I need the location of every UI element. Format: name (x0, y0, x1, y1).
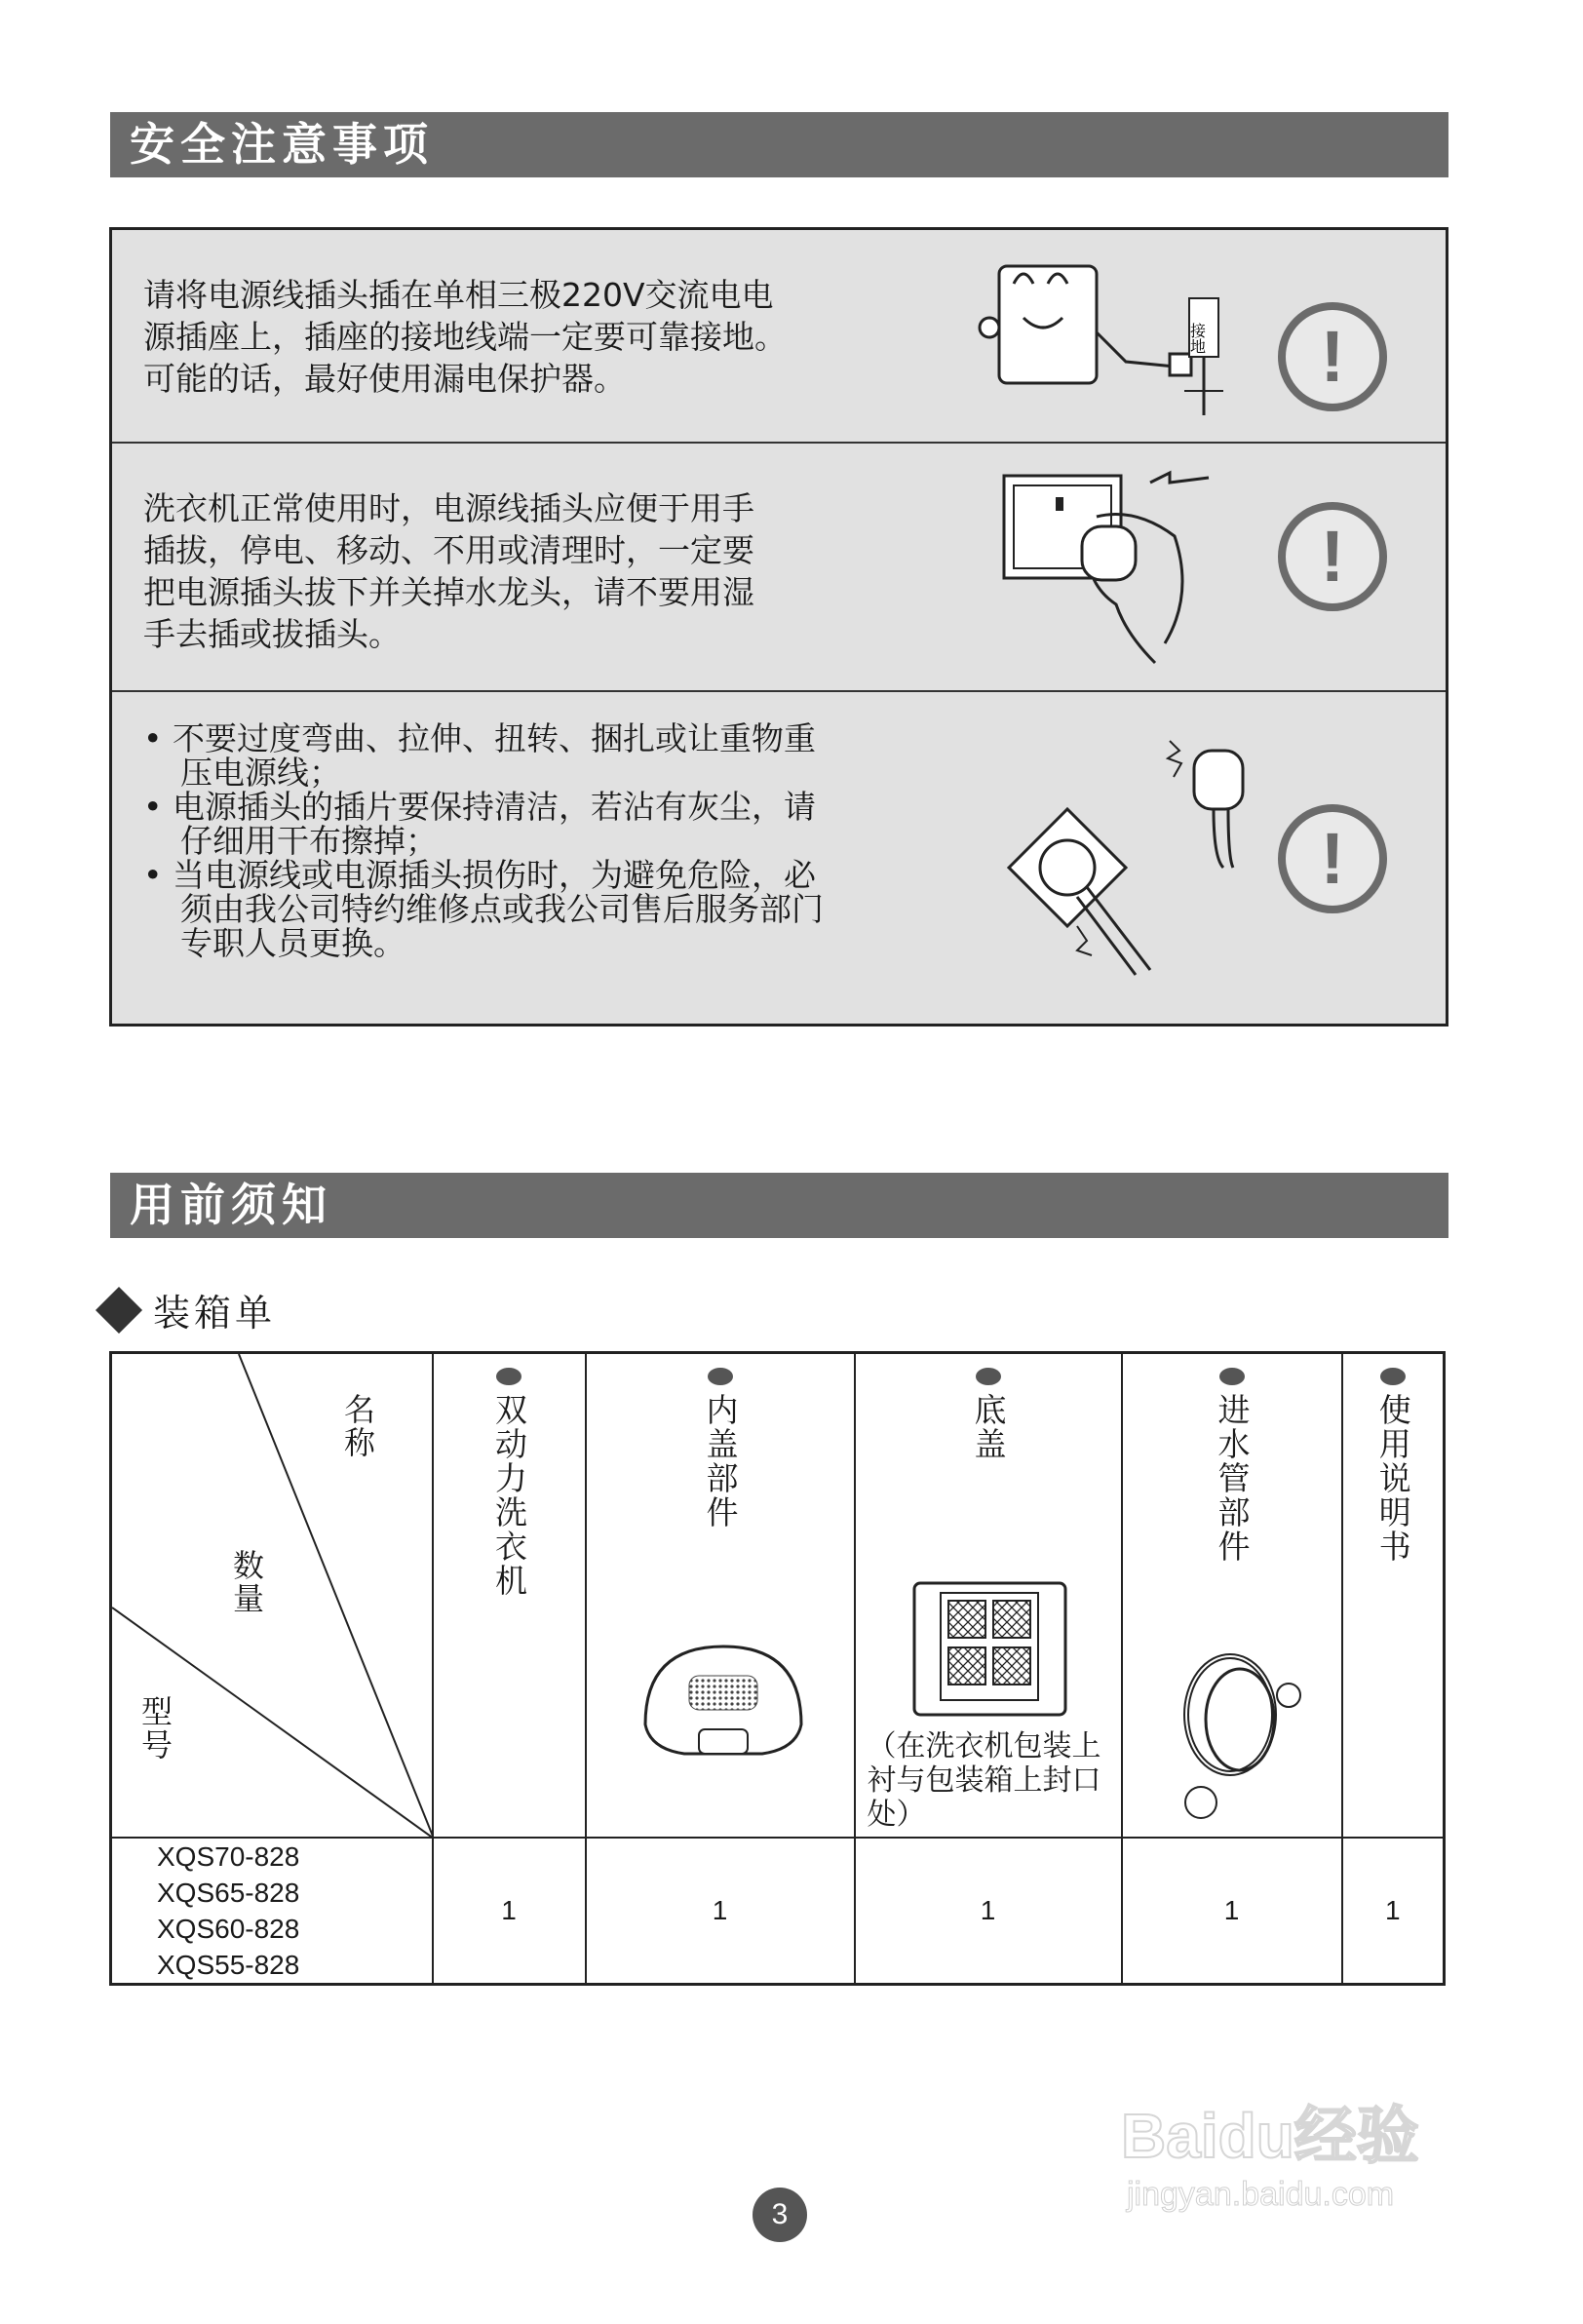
corner-label-name: 名称 (339, 1393, 376, 1459)
bottom-cover-image (909, 1573, 1070, 1720)
safety-row-2 (112, 444, 1446, 692)
packing-list-heading (102, 1283, 276, 1336)
text-line: 洗衣机正常使用时，电源线插头应便于用手 (143, 489, 754, 527)
section-title-safety: 安全注意事项 (110, 112, 1448, 177)
socket-unplug-illustration (994, 458, 1248, 682)
page-number: 3 (753, 2188, 807, 2242)
quantity-cell: 1 (855, 1838, 1122, 1985)
diamond-bullet-icon (96, 1286, 142, 1333)
table-header-row (111, 1353, 1445, 1838)
diagonal-lines (112, 1354, 434, 1839)
packing-list-title: 装箱单 (153, 1292, 277, 1335)
column-header: 进水管部件 (1122, 1353, 1342, 1838)
watermark-logo: Baidu经验 jingyan.baidu.com (1121, 2101, 1419, 2213)
safety-box (109, 227, 1448, 1026)
text-line: 插拔，停电、移动、不用或清理时，一定要 (143, 531, 754, 569)
safety-row-1 (112, 230, 1446, 444)
column-header: 底盖 （在洗衣机包装上衬与包装箱上封口处） (855, 1353, 1122, 1838)
bullet-dot-icon (708, 1368, 733, 1385)
quantity-cell: 1 (433, 1838, 586, 1985)
text-line: 源插座上，插座的接地线端一定要可靠接地。 (143, 318, 787, 356)
bullet-item: • 电源插头的插片要保持清洁，若沾有灰尘，请仔细用干布擦掉； (143, 788, 816, 860)
damaged-cord-illustration (989, 731, 1272, 994)
quantity-cell: 1 (1122, 1838, 1342, 1985)
quantity-cell: 1 (1342, 1838, 1445, 1985)
warning-icon: ! (1278, 804, 1387, 913)
washer-ground-illustration (970, 245, 1262, 430)
corner-label-model: 型号 (136, 1695, 174, 1762)
corner-cell (111, 1353, 433, 1838)
bullet-item: • 当电源线或电源插头损伤时，为避免危险，必须由我公司特约维修点或我公司售后服务部门专职人员更换。 (143, 856, 824, 962)
bullet-dot-icon (1380, 1368, 1406, 1385)
bullet-item: • 不要过度弯曲、拉伸、扭转、捆扎或让重物重压电源线； (143, 719, 816, 792)
inlet-hose-image (1172, 1646, 1318, 1832)
packing-list-table (109, 1351, 1446, 1986)
model-list: XQS70-828 XQS65-828 XQS60-828 XQS55-828 (111, 1838, 433, 1985)
column-header: 双动力洗衣机 (433, 1353, 586, 1838)
table-row (111, 1838, 1445, 1985)
bullet-dot-icon (496, 1368, 521, 1385)
text-line: 手去插或拔插头。 (143, 615, 401, 653)
column-header: 使用说明书 (1342, 1353, 1445, 1838)
warning-icon: ! (1278, 302, 1387, 411)
section-title-before-use: 用前须知 (110, 1173, 1448, 1238)
safety-row-3 (112, 692, 1446, 1026)
bullet-dot-icon (1219, 1368, 1245, 1385)
column-header: 内盖部件 (586, 1353, 855, 1838)
bottom-cover-note: （在洗衣机包装上衬与包装箱上封口处） (867, 1729, 1101, 1832)
text-line: 可能的话，最好使用漏电保护器。 (143, 360, 626, 398)
bullet-dot-icon (976, 1368, 1001, 1385)
text-line: 请将电源线插头插在单相三极220V交流电电 (143, 276, 774, 314)
ground-label: 接地 (1187, 323, 1207, 354)
text-line: 把电源插头拔下并关掉水龙头，请不要用湿 (143, 573, 754, 611)
warning-icon: ! (1278, 502, 1387, 611)
quantity-cell: 1 (586, 1838, 855, 1985)
inner-lid-image (636, 1637, 811, 1763)
corner-label-quantity: 数量 (228, 1549, 265, 1615)
